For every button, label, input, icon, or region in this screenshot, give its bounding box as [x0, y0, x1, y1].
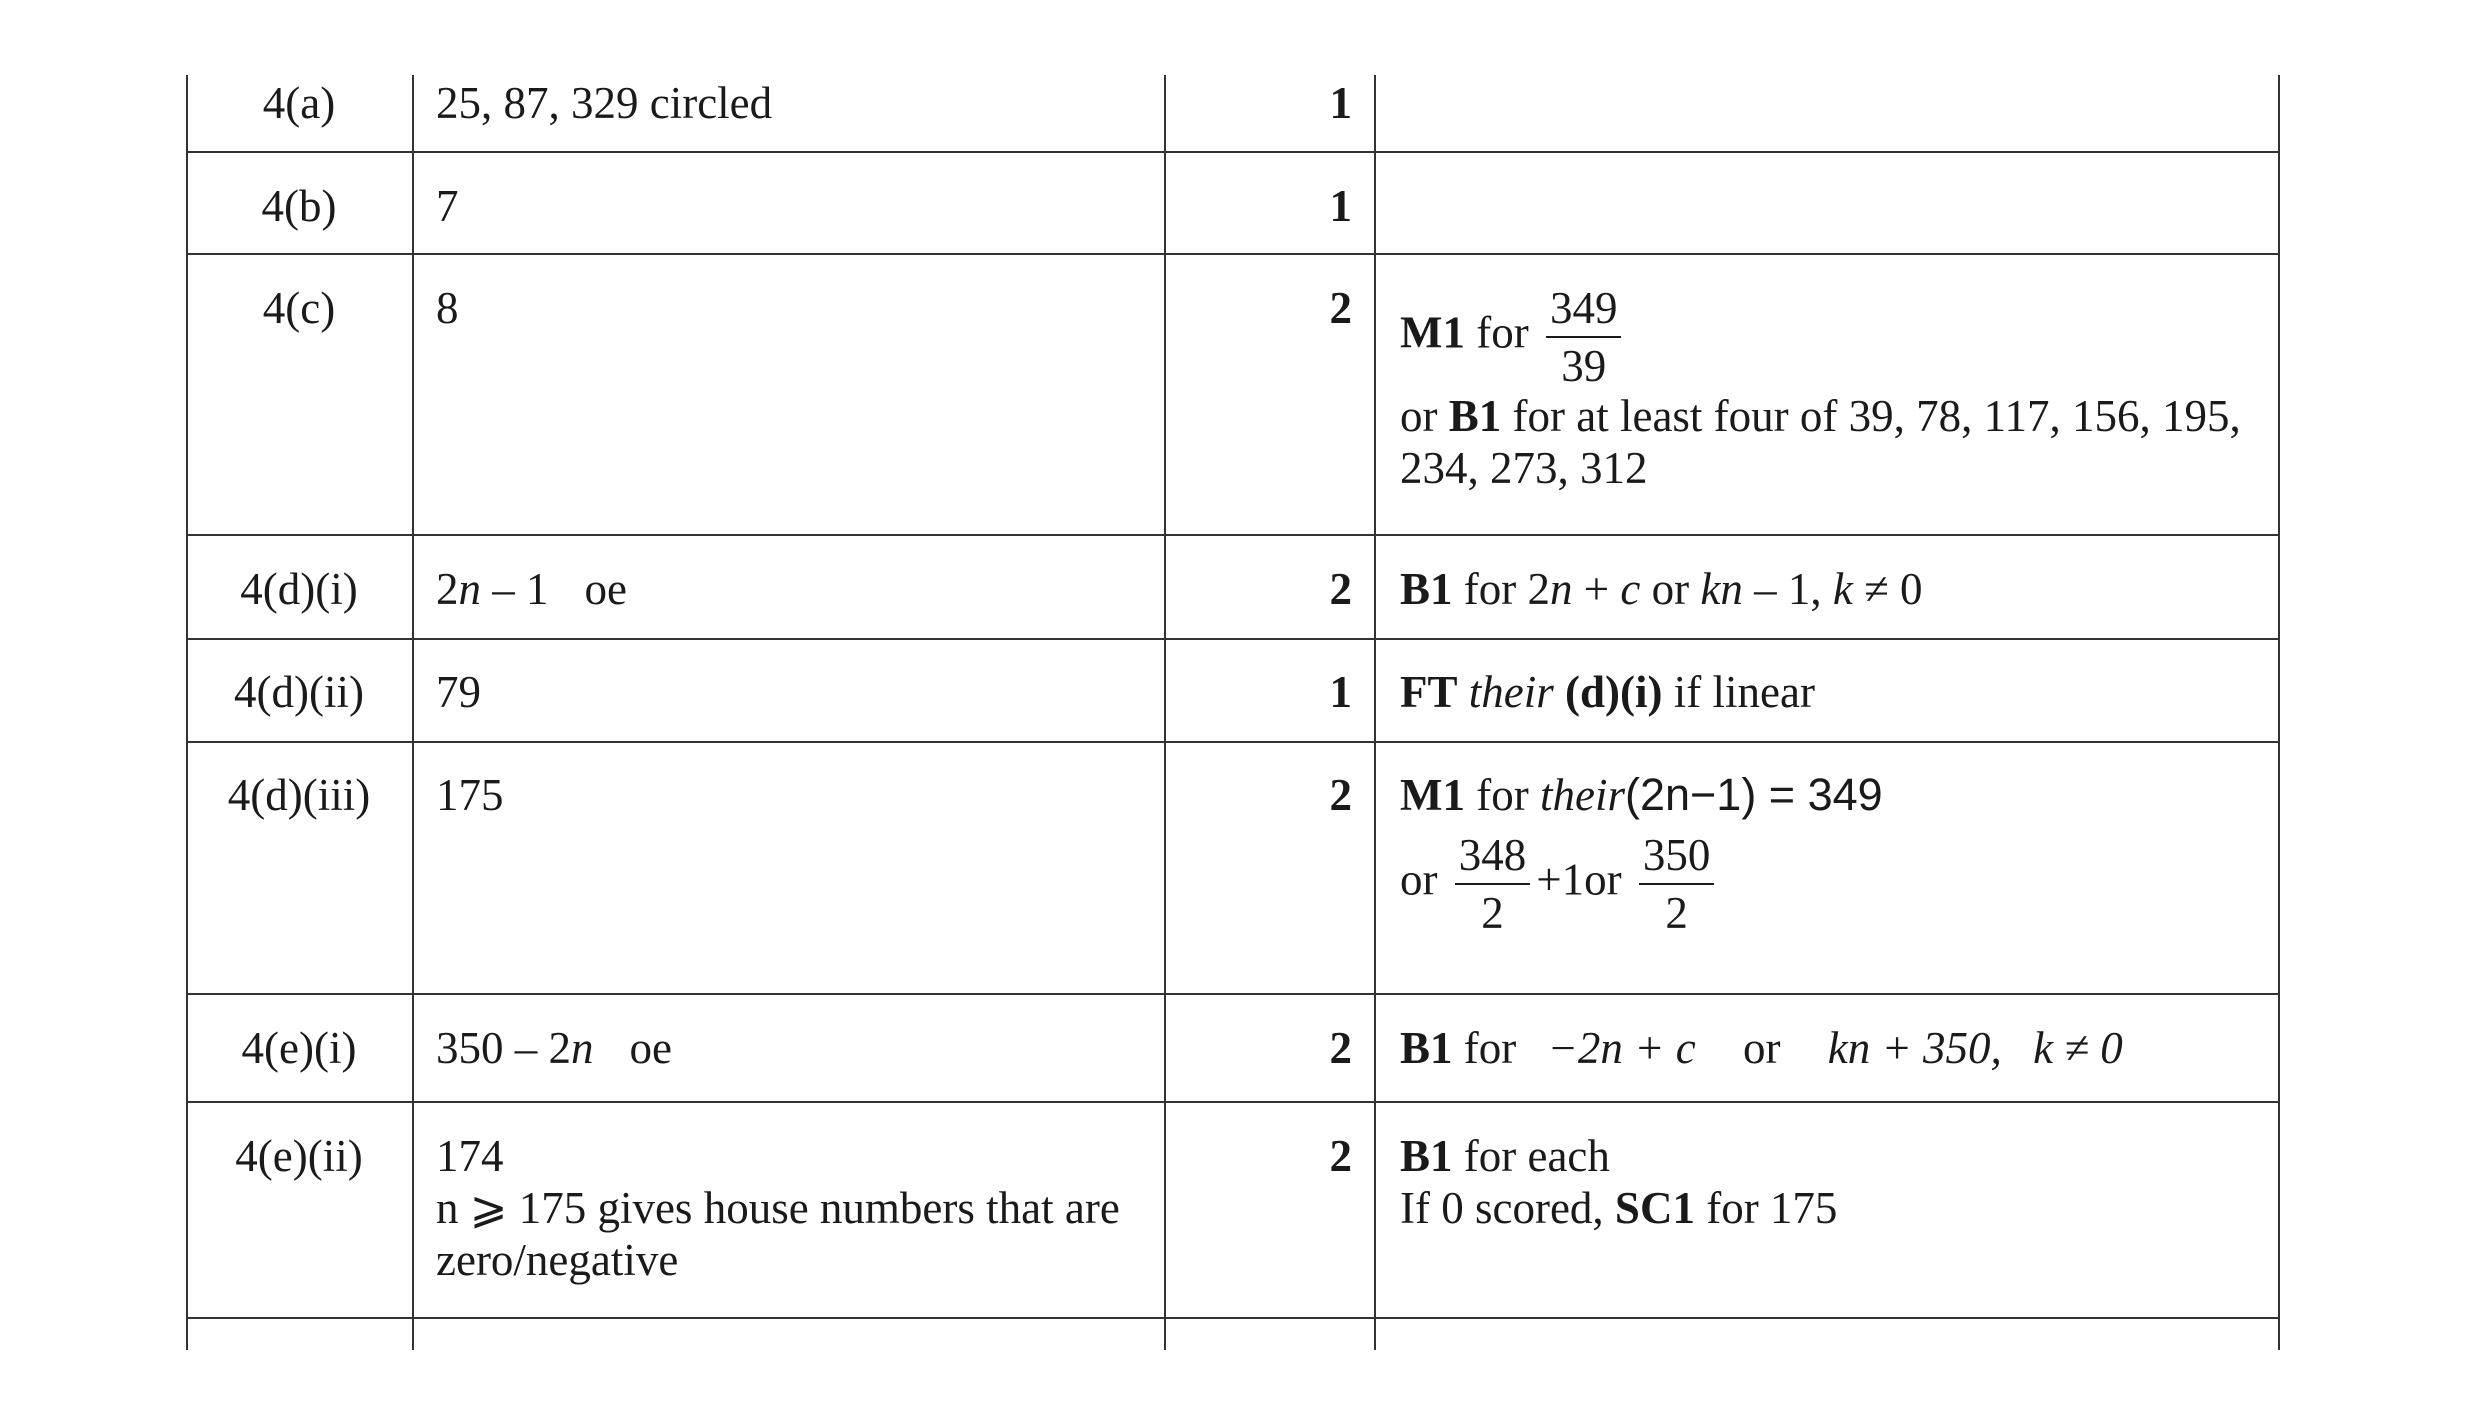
answer-oe: oe: [629, 1023, 672, 1073]
guidance-text: their: [1539, 770, 1625, 820]
answer: 79: [436, 667, 481, 717]
question-number: 4(d)(i): [240, 564, 358, 614]
fraction-denominator: 2: [1665, 888, 1688, 938]
guidance-notes: [1400, 1020, 2260, 1074]
guidance-text: their: [1468, 667, 1554, 717]
row-divider: [186, 1317, 2280, 1319]
guidance-variable: kn: [1700, 564, 1743, 614]
marks: 2: [1329, 770, 1352, 820]
question-number: 4(c): [262, 283, 336, 333]
guidance-text: or: [1400, 391, 1438, 441]
guidance-text: or: [1742, 1023, 1781, 1073]
equation: (2n−1) = 349: [1624, 769, 1883, 820]
marks: 1: [1329, 181, 1352, 231]
guidance-line: [1400, 769, 2260, 821]
equation: kn + 350,: [1827, 1023, 2002, 1073]
guidance-notes: [1400, 767, 2260, 941]
answer-text: 350 – 2: [436, 1023, 571, 1073]
guidance-text: for: [1463, 1023, 1517, 1073]
answer-variable: n: [458, 564, 481, 614]
mark-code: M1: [1400, 770, 1465, 820]
row-divider: [186, 151, 2280, 153]
equation: k ≠ 0: [2033, 1023, 2123, 1073]
guidance-line: [1400, 390, 2260, 494]
guidance-line: [1400, 827, 2260, 941]
answer-variable: n: [571, 1023, 594, 1073]
fraction-numerator: 349: [1546, 280, 1622, 338]
column-divider: [412, 75, 414, 1350]
fraction-denominator: 39: [1561, 341, 1607, 391]
guidance-notes: [1400, 664, 2260, 718]
question-number: 4(e)(ii): [235, 1131, 363, 1181]
row-divider: [186, 253, 2280, 255]
answer: 7: [436, 181, 459, 231]
guidance-line: [1400, 1130, 2260, 1182]
guidance-text: for at least four of 39, 78, 117, 156, 195, 234, 273, 312: [1400, 391, 2241, 493]
answer-text: 174: [436, 1131, 504, 1181]
answer-text: – 1: [481, 564, 549, 614]
marks: 1: [1329, 78, 1352, 128]
guidance-text: for 2: [1452, 564, 1550, 614]
guidance-text: ≠ 0: [1852, 564, 1923, 614]
guidance-line: [1400, 280, 2260, 394]
answer: 175: [436, 770, 504, 820]
marks: 2: [1329, 283, 1352, 333]
guidance-text: or: [1584, 854, 1622, 905]
question-number: 4(a): [262, 78, 336, 128]
guidance-line: [1400, 1182, 2260, 1234]
guidance-text: for: [1476, 770, 1529, 820]
answer-explanation: n ⩾ 175 gives house numbers that are zero/negative: [436, 1183, 1120, 1285]
guidance-variable: k: [1832, 564, 1853, 614]
answer: [436, 1128, 1156, 1286]
equation: −2n + c: [1547, 1023, 1696, 1073]
guidance-text: for: [1476, 307, 1529, 358]
mark-code: M1: [1400, 307, 1465, 358]
answer-oe: oe: [584, 564, 627, 614]
guidance-text: for 175: [1694, 1183, 1838, 1233]
answer-text: 2: [436, 564, 459, 614]
guidance-notes: [1400, 561, 2260, 615]
answer: 25, 87, 329 circled: [436, 78, 773, 128]
mark-scheme-table: [186, 75, 2280, 1350]
guidance-text: or: [1640, 564, 1701, 614]
fraction: [1455, 827, 1531, 941]
guidance-text: +: [1572, 564, 1621, 614]
answer: 8: [436, 283, 459, 333]
guidance-text: or: [1400, 854, 1438, 905]
row-divider: [186, 741, 2280, 743]
mark-code: B1: [1448, 391, 1502, 441]
marks: 2: [1329, 1131, 1352, 1181]
guidance-variable: n: [1550, 564, 1573, 614]
fraction-numerator: 348: [1455, 827, 1531, 885]
mark-code: B1: [1400, 1023, 1453, 1073]
mark-code: FT: [1400, 667, 1458, 717]
answer: [436, 561, 1156, 615]
question-number: 4(b): [261, 181, 337, 231]
row-divider: [186, 534, 2280, 536]
guidance-text: if linear: [1673, 667, 1815, 717]
row-divider: [186, 1101, 2280, 1103]
mark-code: SC1: [1614, 1183, 1695, 1233]
mark-code: B1: [1400, 1131, 1453, 1181]
guidance-text: for each: [1463, 1131, 1610, 1181]
question-number: 4(d)(iii): [227, 770, 371, 820]
mark-code: B1: [1400, 564, 1453, 614]
answer: [436, 1020, 1156, 1074]
table-border-right: [2278, 75, 2280, 1350]
marks: 1: [1329, 667, 1352, 717]
question-number: 4(e)(i): [241, 1023, 357, 1073]
question-number: 4(d)(ii): [234, 667, 364, 717]
column-divider: [1374, 75, 1376, 1350]
row-divider: [186, 638, 2280, 640]
guidance-variable: c: [1620, 564, 1641, 614]
fraction-numerator: 350: [1639, 827, 1715, 885]
marks: 2: [1329, 564, 1352, 614]
fraction: [1546, 280, 1622, 394]
row-divider: [186, 993, 2280, 995]
guidance-notes: [1400, 280, 2260, 494]
guidance-text: – 1,: [1742, 564, 1833, 614]
part-reference: (d)(i): [1565, 667, 1663, 717]
marks: 2: [1329, 1023, 1352, 1073]
guidance-text: If 0 scored,: [1400, 1183, 1615, 1233]
fraction: [1639, 827, 1715, 941]
guidance-notes: [1400, 1128, 2260, 1234]
fraction-denominator: 2: [1481, 888, 1504, 938]
equation: +1: [1536, 854, 1585, 905]
